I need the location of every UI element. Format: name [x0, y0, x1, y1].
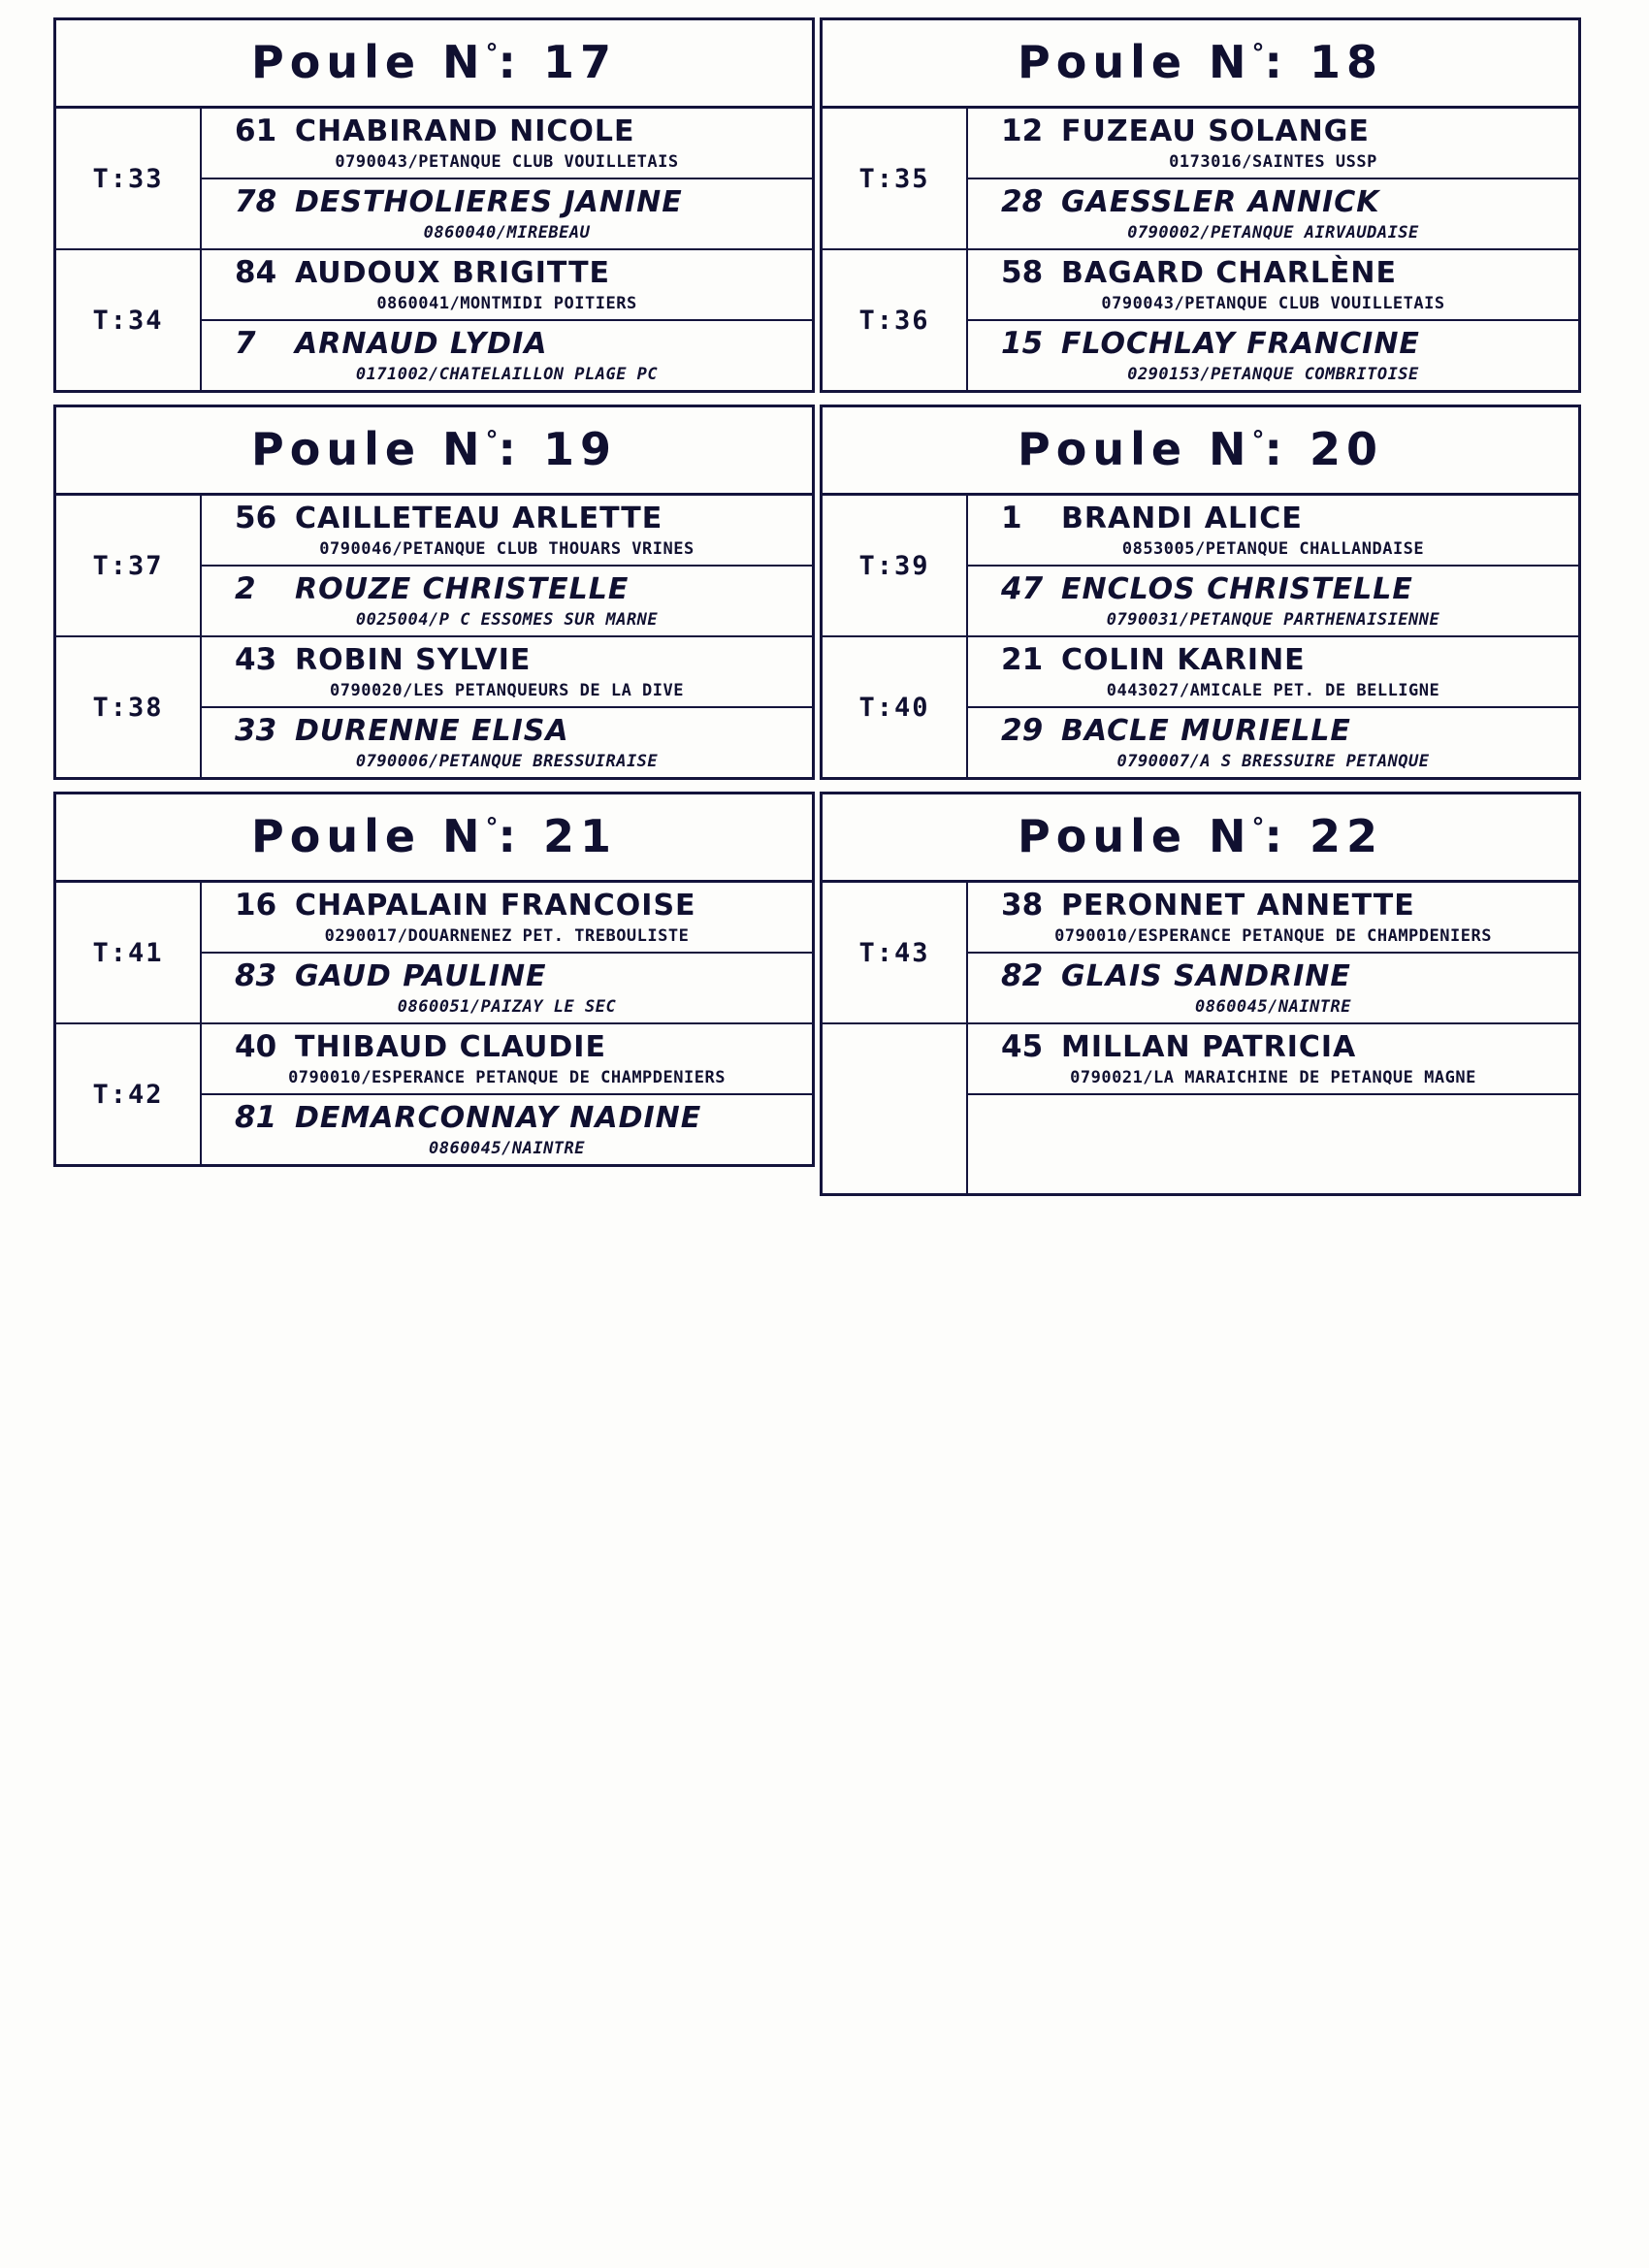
poule-title-degree: ° [485, 39, 499, 69]
match-row [823, 1024, 1578, 1193]
team-player-name: AUDOUX BRIGITTE [295, 256, 611, 290]
team-club: 0790002/PETANQUE AIRVAUDAISE [1127, 223, 1419, 243]
team-number: 61 [235, 113, 277, 148]
match-row [823, 883, 1578, 1024]
team-entry [968, 250, 1578, 321]
poule-title [823, 794, 1578, 883]
terrain-label: T:38 [56, 637, 202, 777]
team-line [968, 326, 1578, 361]
poule-title-degree: ° [1251, 39, 1265, 69]
team-club: 0790021/LA MARAICHINE DE PETANQUE MAGNE [1070, 1068, 1476, 1087]
teams-container [202, 250, 812, 390]
team-number: 81 [235, 1100, 277, 1135]
team-entry [202, 179, 812, 248]
team-club: 0443027/AMICALE PET. DE BELLIGNE [1106, 681, 1440, 700]
terrain-label: T:36 [823, 250, 968, 390]
poule-title-degree: ° [485, 426, 499, 456]
team-number: 45 [1001, 1029, 1044, 1064]
team-entry [202, 637, 812, 708]
poule-title-prefix: Poule N [251, 423, 486, 475]
teams-container [202, 637, 812, 777]
team-entry [968, 954, 1578, 1022]
team-line [202, 888, 812, 923]
terrain-label: T:43 [823, 883, 968, 1022]
team-player-name: ROBIN SYLVIE [295, 643, 532, 677]
poule-title-colon: : [498, 810, 522, 862]
poule-number: 22 [1309, 810, 1383, 862]
match-row [56, 109, 812, 250]
teams-container [202, 883, 812, 1022]
team-line [968, 571, 1578, 606]
team-player-name: BAGARD CHARLÈNE [1061, 256, 1398, 290]
teams-container [202, 496, 812, 635]
team-number: 28 [1001, 184, 1044, 219]
team-entry [202, 883, 812, 954]
poule-title [823, 20, 1578, 109]
poule-title [56, 794, 812, 883]
team-club: 0171002/CHATELAILLON PLAGE PC [355, 365, 659, 384]
team-player-name: CHAPALAIN FRANCOISE [295, 889, 696, 923]
team-club: 0790043/PETANQUE CLUB VOUILLETAIS [1101, 294, 1445, 313]
match-row [56, 1024, 812, 1164]
team-line [202, 184, 812, 219]
poule-title-colon: : [498, 423, 522, 475]
team-club: 0290017/DOUARNENEZ PET. TREBOULISTE [324, 926, 690, 946]
team-club: 0860040/MIREBEAU [423, 223, 591, 243]
poule-number: 19 [542, 423, 617, 475]
team-number: 7 [235, 326, 256, 361]
terrain-label: T:35 [823, 109, 968, 248]
poule-title-degree: ° [1251, 426, 1265, 456]
team-player-name: BACLE MURIELLE [1061, 714, 1351, 748]
team-player-name: GAUD PAULINE [295, 959, 547, 993]
team-player-name: PERONNET ANNETTE [1061, 889, 1415, 923]
team-club: 0860041/MONTMIDI POITIERS [376, 294, 637, 313]
poule-title-prefix: Poule N [1018, 810, 1252, 862]
terrain-label: T:40 [823, 637, 968, 777]
team-club: 0860045/NAINTRE [1194, 997, 1352, 1017]
team-number: 78 [235, 184, 277, 219]
poule-title-prefix: Poule N [251, 36, 486, 88]
team-entry [202, 567, 812, 635]
team-player-name: DESTHOLIERES JANINE [295, 185, 683, 219]
team-club: 0860051/PAIZAY LE SEC [397, 997, 617, 1017]
team-line [968, 958, 1578, 993]
team-line [202, 1100, 812, 1135]
team-player-name: CAILLETEAU ARLETTE [295, 502, 663, 535]
team-line [968, 255, 1578, 290]
team-number: 33 [235, 713, 277, 748]
team-line [202, 255, 812, 290]
poule-block [820, 792, 1581, 1196]
team-line [202, 113, 812, 148]
team-entry [202, 954, 812, 1022]
team-line [968, 1029, 1578, 1064]
team-entry [968, 496, 1578, 567]
team-entry [968, 708, 1578, 777]
team-club: 0290153/PETANQUE COMBRITOISE [1127, 365, 1419, 384]
poule-inner [820, 405, 1581, 780]
team-player-name: ENCLOS CHRISTELLE [1061, 572, 1413, 606]
match-row [56, 496, 812, 637]
team-entry [202, 496, 812, 567]
terrain-label: T:39 [823, 496, 968, 635]
team-club: 0790007/A S BRESSUIRE PETANQUE [1116, 752, 1430, 771]
match-row [823, 109, 1578, 250]
team-number: 38 [1001, 888, 1044, 923]
team-line [202, 326, 812, 361]
teams-container [968, 109, 1578, 248]
terrain-label: T:34 [56, 250, 202, 390]
team-line [968, 642, 1578, 677]
poule-title [823, 407, 1578, 496]
team-club: 0790043/PETANQUE CLUB VOUILLETAIS [335, 152, 679, 172]
team-entry [968, 1095, 1578, 1193]
poule-title [56, 20, 812, 109]
poule-title-colon: : [498, 36, 522, 88]
poule-block [820, 17, 1581, 393]
poule-title-colon: : [1264, 36, 1288, 88]
team-number: 58 [1001, 255, 1044, 290]
team-line [968, 713, 1578, 748]
poule-grid [53, 17, 1596, 1208]
poule-number: 17 [542, 36, 617, 88]
team-entry [202, 1095, 812, 1164]
team-entry [968, 567, 1578, 635]
match-row [56, 637, 812, 777]
team-entry [202, 708, 812, 777]
team-line [202, 571, 812, 606]
team-club: 0853005/PETANQUE CHALLANDAISE [1121, 539, 1425, 559]
team-player-name: GLAIS SANDRINE [1061, 959, 1351, 993]
match-row [56, 250, 812, 390]
team-entry [202, 1024, 812, 1095]
team-player-name: DEMARCONNAY NADINE [295, 1101, 702, 1135]
team-number: 40 [235, 1029, 277, 1064]
team-entry [202, 321, 812, 390]
team-line [202, 642, 812, 677]
poule-title-colon: : [1264, 423, 1288, 475]
team-line [968, 501, 1578, 535]
team-number: 47 [1001, 571, 1044, 606]
teams-container [202, 1024, 812, 1164]
team-number: 1 [1001, 501, 1022, 535]
team-line [968, 184, 1578, 219]
poule-title-degree: ° [1251, 813, 1265, 843]
team-club: 0860045/NAINTRE [428, 1139, 586, 1158]
team-player-name: FLOCHLAY FRANCINE [1061, 327, 1420, 361]
poule-block [53, 405, 815, 780]
team-number: 21 [1001, 642, 1044, 677]
poule-title-colon: : [1264, 810, 1288, 862]
poule-inner [820, 792, 1581, 1196]
terrain-label: T:33 [56, 109, 202, 248]
team-entry [968, 883, 1578, 954]
team-number: 29 [1001, 713, 1044, 748]
match-row [56, 883, 812, 1024]
team-player-name: COLIN KARINE [1061, 643, 1306, 677]
team-club: 0790010/ESPERANCE PETANQUE DE CHAMPDENIERS [288, 1068, 726, 1087]
team-number: 12 [1001, 113, 1044, 148]
team-club: 0790006/PETANQUE BRESSUIRAISE [355, 752, 659, 771]
poule-inner [820, 17, 1581, 393]
team-line [202, 501, 812, 535]
terrain-label: T:41 [56, 883, 202, 1022]
poule-inner [53, 792, 815, 1167]
team-entry [968, 179, 1578, 248]
team-line [968, 888, 1578, 923]
team-player-name: DURENNE ELISA [295, 714, 569, 748]
team-club: 0173016/SAINTES USSP [1169, 152, 1377, 172]
team-line [202, 713, 812, 748]
team-player-name: ROUZE CHRISTELLE [295, 572, 630, 606]
match-row [823, 250, 1578, 390]
match-row [823, 496, 1578, 637]
team-club: 0790031/PETANQUE PARTHENAISIENNE [1106, 610, 1440, 630]
team-entry [968, 1024, 1578, 1095]
terrain-label: T:42 [56, 1024, 202, 1164]
poule-inner [53, 405, 815, 780]
poule-block [820, 405, 1581, 780]
poule-title-prefix: Poule N [1018, 36, 1252, 88]
poule-number: 18 [1309, 36, 1383, 88]
poule-block [53, 17, 815, 393]
poule-title-prefix: Poule N [251, 810, 486, 862]
team-club: 0025004/P C ESSOMES SUR MARNE [355, 610, 659, 630]
team-club: 0790046/PETANQUE CLUB THOUARS VRINES [319, 539, 695, 559]
team-club: 0790010/ESPERANCE PETANQUE DE CHAMPDENIERS [1054, 926, 1492, 946]
team-line [968, 113, 1578, 148]
team-player-name: FUZEAU SOLANGE [1061, 114, 1370, 148]
poule-title-prefix: Poule N [1018, 423, 1252, 475]
poule-number: 21 [542, 810, 617, 862]
team-number: 16 [235, 888, 277, 923]
team-line [202, 1029, 812, 1064]
teams-container [968, 496, 1578, 635]
team-club: 0790020/LES PETANQUEURS DE LA DIVE [330, 681, 684, 700]
terrain-label [823, 1024, 968, 1193]
teams-container [968, 1024, 1578, 1193]
team-entry [968, 109, 1578, 179]
team-player-name: ARNAUD LYDIA [295, 327, 548, 361]
team-number: 15 [1001, 326, 1044, 361]
match-row [823, 637, 1578, 777]
terrain-label: T:37 [56, 496, 202, 635]
poule-title-degree: ° [485, 813, 499, 843]
poule-number: 20 [1309, 423, 1383, 475]
team-number: 2 [235, 571, 256, 606]
team-number: 56 [235, 501, 277, 535]
team-player-name: BRANDI ALICE [1061, 502, 1303, 535]
team-player-name: THIBAUD CLAUDIE [295, 1030, 606, 1064]
team-number: 43 [235, 642, 277, 677]
team-line [202, 958, 812, 993]
teams-container [202, 109, 812, 248]
team-entry [968, 321, 1578, 390]
team-player-name: GAESSLER ANNICK [1061, 185, 1380, 219]
team-number: 82 [1001, 958, 1044, 993]
poule-title [56, 407, 812, 496]
team-entry [968, 637, 1578, 708]
teams-container [968, 637, 1578, 777]
poule-sheet [53, 17, 1596, 1208]
team-player-name: MILLAN PATRICIA [1061, 1030, 1357, 1064]
team-entry [202, 250, 812, 321]
poule-inner [53, 17, 815, 393]
teams-container [968, 883, 1578, 1022]
team-number: 84 [235, 255, 277, 290]
teams-container [968, 250, 1578, 390]
poule-block [53, 792, 815, 1196]
team-number: 83 [235, 958, 277, 993]
team-entry [202, 109, 812, 179]
team-player-name: CHABIRAND NICOLE [295, 114, 635, 148]
